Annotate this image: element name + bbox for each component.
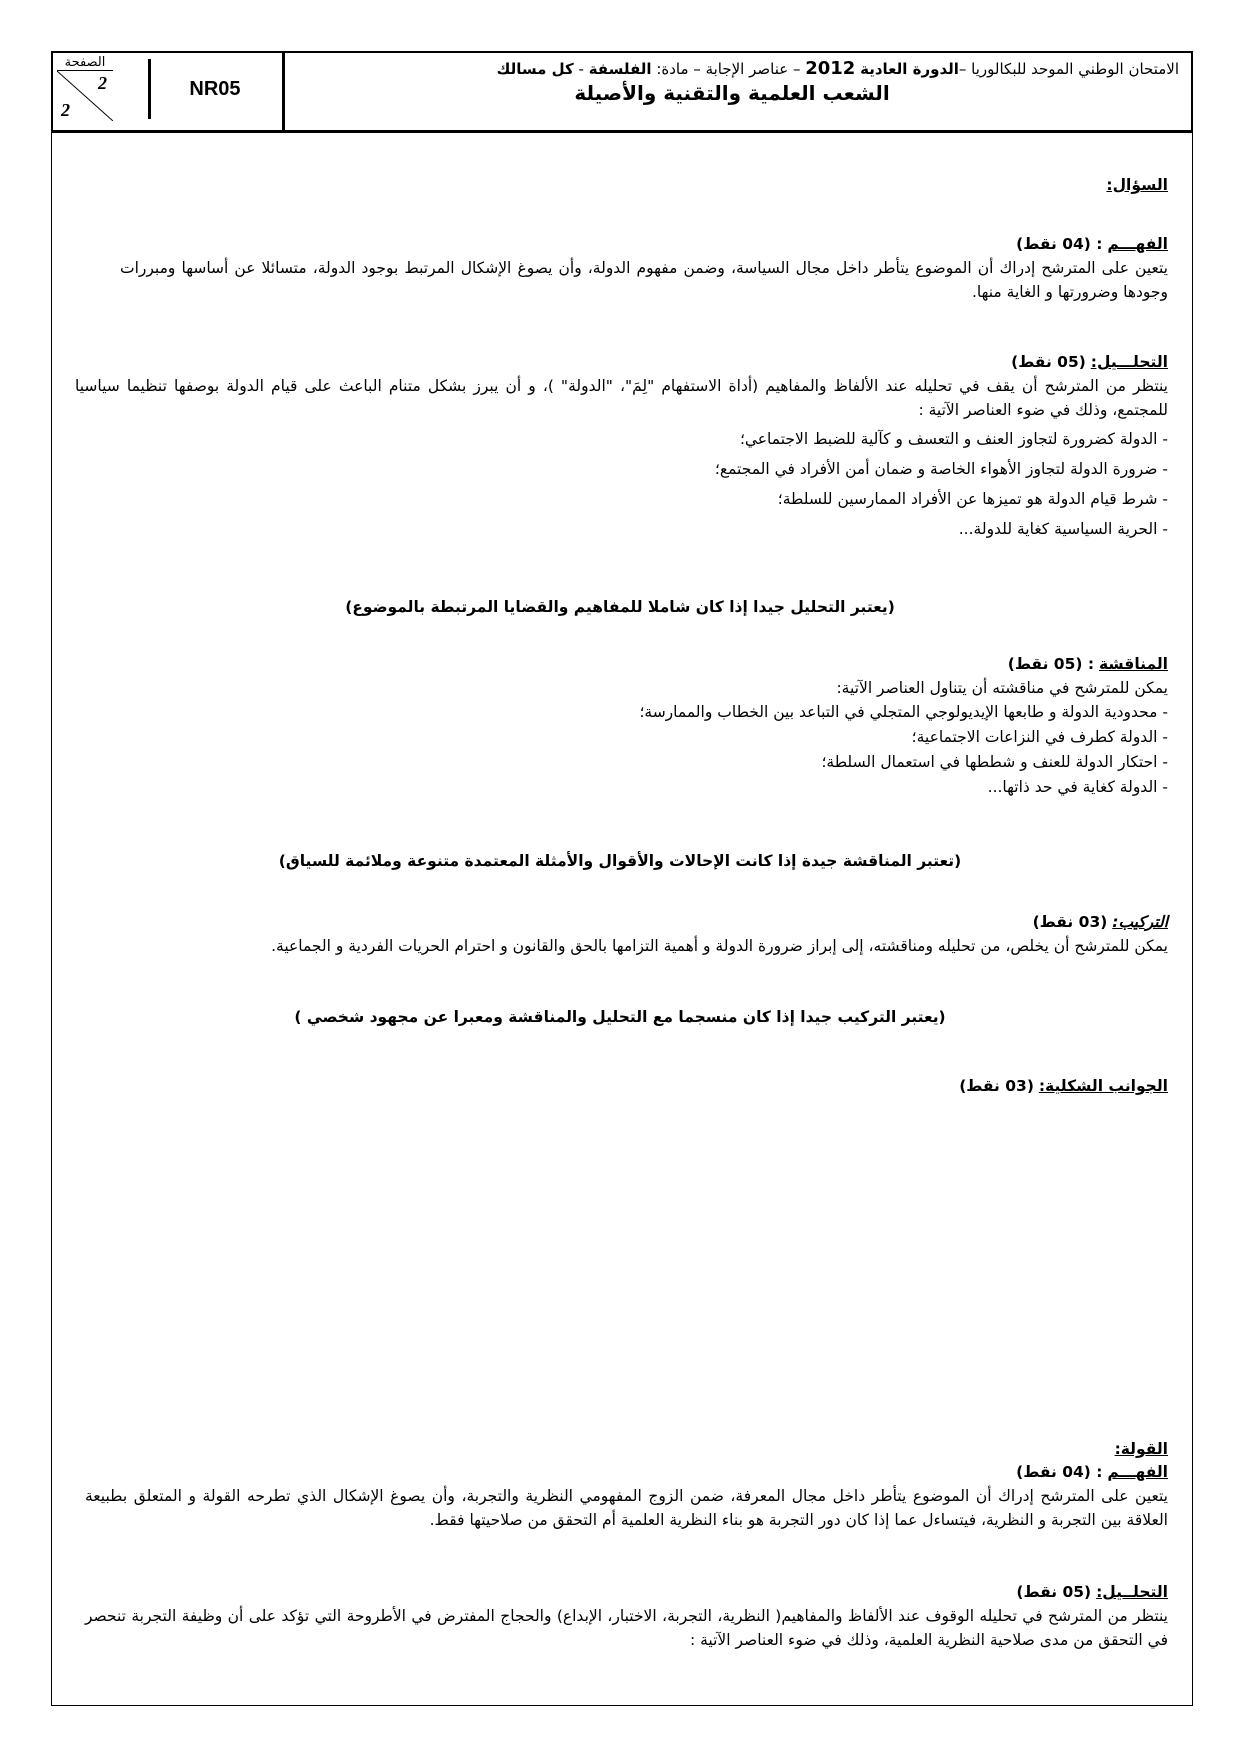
header-line2: الشعب العلمية والتقنية والأصيلة — [574, 81, 890, 105]
list-item: - احتكار الدولة للعنف و شططها في استعمال السلطة؛ — [821, 753, 1168, 771]
list-item: - الدولة كطرف في النزاعات الاجتماعية؛ — [911, 728, 1168, 746]
analysis-note: (يعتبر التحليل جيدا إذا كان شاملا للمفاهيم والقضايا المرتبطة بالموضوع) — [345, 598, 895, 616]
quote-understanding-label: الفهـــم — [1107, 1463, 1168, 1481]
formal-label: الجوانب الشكلية: — [1038, 1077, 1168, 1095]
page-number-box — [57, 55, 113, 127]
question-formal: الجوانب الشكلية: (03 نقط) — [959, 1077, 1168, 1095]
analysis-label: التحلـــيل: — [1090, 353, 1168, 371]
page-total: 2 — [61, 100, 70, 120]
question-heading: السؤال: — [1106, 176, 1168, 194]
header-title — [282, 53, 1191, 130]
question-understanding: الفهـــم : (04 نقط) يتعين على المترشح إدراك أن الموضوع يتأطر داخل مجال السياسة، وضمن مفهوم الدولة، وأن يصوغ الإشكال المرتبط بوجود الدولة، متسائلا عن أساسها ومبررات وجودها وضرورتها و الغاية منها. — [120, 232, 1168, 304]
question-synthesis: التركيب: (03 نقط) يمكن للمترشح أن يخلص، من تحليله ومناقشته، إلى إبراز ضرورة الدولة و أهمية التزامها بالحق والقانون و احترام الحريات الفردية و الجماعية. — [85, 910, 1168, 958]
list-item: - الحرية السياسية كغاية للدولة... — [958, 520, 1168, 538]
list-item: - ضرورة الدولة لتجاوز الأهواء الخاصة و ضمان أمن الأفراد في المجتمع؛ — [714, 460, 1168, 478]
discussion-intro: يمكن للمترشح في مناقشته أن يتناول العناصر الآتية: — [836, 679, 1168, 697]
quote-analysis-label: التحلــيل: — [1096, 1583, 1168, 1601]
quote-analysis-text: ينتظر من المترشح في تحليله الوقوف عند الألفاظ والمفاهيم( النظرية، التجربة، الاختبار، الإبداع) والحجاج المفترض في الأطروحة التي تؤكد على أن وظيفة التجربة تنحصر في التحقق من مدى صلاحية النظرية العلمية، وذلك في ضوء العناصر الآتية : — [85, 1607, 1168, 1649]
synthesis-text: يمكن للمترشح أن يخلص، من تحليله ومناقشته، إلى إبراز ضرورة الدولة و أهمية التزامها بالحق والقانون و احترام الحريات الفردية و الجماعية. — [271, 937, 1168, 955]
quote-understanding: الفهـــم : (04 نقط) يتعين على المترشح إدراك أن الموضوع يتأطر داخل مجال المعرفة، ضمن الزوج المفهومي النظرية والتجربة، وأن يصوغ الإشكال الذي تطرحه القولة و المتعلق بطبيعة العلاقة بين التجربة و النظرية، فيتساءل عما إذا كان دور التجربة هو بناء النظرية العلمية أم التحقق من صلاحيتها فقط. — [85, 1460, 1168, 1532]
exam-code: NR05 — [148, 59, 279, 119]
discussion-label: المناقشة — [1099, 655, 1168, 673]
quote-analysis: التحلــيل: (05 نقط) ينتظر من المترشح في تحليله الوقوف عند الألفاظ والمفاهيم( النظرية، التجربة، الاختبار، الإبداع) والحجاج المفترض في الأطروحة التي تؤكد على أن وظيفة التجربة تنحصر في التحقق من مدى صلاحية النظرية العلمية، وذلك في ضوء العناصر الآتية : — [85, 1580, 1168, 1652]
analysis-text: ينتظر من المترشح أن يقف في تحليله عند الألفاظ والمفاهيم (أداة الاستفهام "لِمَ"، "الدولة" )، و أن يبرز بشكل متنام الباعث على قيام الدولة بوصفها تنظيما سياسيا للمجتمع، وذلك في ضوء العناصر الآتية : — [75, 377, 1168, 419]
question-analysis: التحلـــيل: (05 نقط) ينتظر من المترشح أن يقف في تحليله عند الألفاظ والمفاهيم (أداة الاستفهام "لِمَ"، "الدولة" )، و أن يبرز بشكل متنام الباعث على قيام الدولة بوصفها تنظيما سياسيا للمجتمع، وذلك في ضوء العناصر الآتية : - الدولة كضرورة لتجاوز العنف و التعسف و كآلية للضبط الاجتماعي؛ - ضرورة الدولة لتجاوز الأهواء الخاصة و ضمان أمن الأفراد في المجتمع؛ - شرط قيام الدولة هو تميزها عن الأفراد الممارسين للسلطة؛ - الحرية السياسية كغاية للدولة... — [75, 350, 1168, 544]
page-current: 2 — [98, 73, 107, 93]
list-item: - شرط قيام الدولة هو تميزها عن الأفراد الممارسين للسلطة؛ — [777, 490, 1168, 508]
quote-heading: القولة: — [1114, 1440, 1168, 1458]
quote-understanding-text: يتعين على المترشح إدراك أن الموضوع يتأطر داخل مجال المعرفة، ضمن الزوج المفهومي النظرية والتجربة، وأن يصوغ الإشكال الذي تطرحه القولة و المتعلق بطبيعة العلاقة بين التجربة و النظرية، فيتساءل عما إذا كان دور التجربة هو بناء النظرية العلمية أم التحقق من صلاحيتها فقط. — [85, 1487, 1168, 1529]
understanding-label: الفهـــم — [1107, 235, 1168, 253]
synthesis-label: التركيب: — [1112, 913, 1168, 931]
header — [51, 51, 1193, 133]
list-item: - محدودية الدولة و طابعها الإيديولوجي المتجلي في التباعد بين الخطاب والممارسة؛ — [639, 703, 1168, 721]
exam-year: 2012 — [805, 58, 856, 79]
understanding-text: يتعين على المترشح إدراك أن الموضوع يتأطر داخل مجال السياسة، وضمن مفهوم الدولة، وأن يصوغ الإشكال المرتبط بوجود الدولة، متسائلا عن أساسها ومبررات وجودها وضرورتها و الغاية منها. — [120, 259, 1168, 301]
synthesis-note: (يعتبر التركيب جيدا إذا كان منسجما مع التحليل والمناقشة ومعبرا عن مجهود شخصي ) — [294, 1008, 946, 1026]
list-item: - الدولة كغاية في حد ذاتها... — [987, 778, 1168, 796]
page-label: الصفحة — [57, 55, 113, 71]
header-line1: الامتحان الوطني الموحد للبكالوريا –الدورة العادية 2012 – عناصر الإجابة – مادة: الفلسفة - كل مسالك — [496, 58, 1179, 79]
list-item: - الدولة كضرورة لتجاوز العنف و التعسف و كآلية للضبط الاجتماعي؛ — [739, 430, 1168, 448]
discussion-note: (تعتبر المناقشة جيدة إذا كانت الإحالات والأقوال والأمثلة المعتمدة متنوعة وملائمة للسياق) — [278, 852, 962, 870]
question-discussion: المناقشة : (05 نقط) يمكن للمترشح في مناقشته أن يتناول العناصر الآتية: - محدودية الدولة و طابعها الإيديولوجي المتجلي في التباعد بين الخطاب والممارسة؛ - الدولة كطرف في النزاعات الاجتماعية؛ - احتكار الدولة للعنف و شططها في استعمال السلطة؛ - الدولة كغاية في حد ذاتها... — [120, 652, 1168, 800]
